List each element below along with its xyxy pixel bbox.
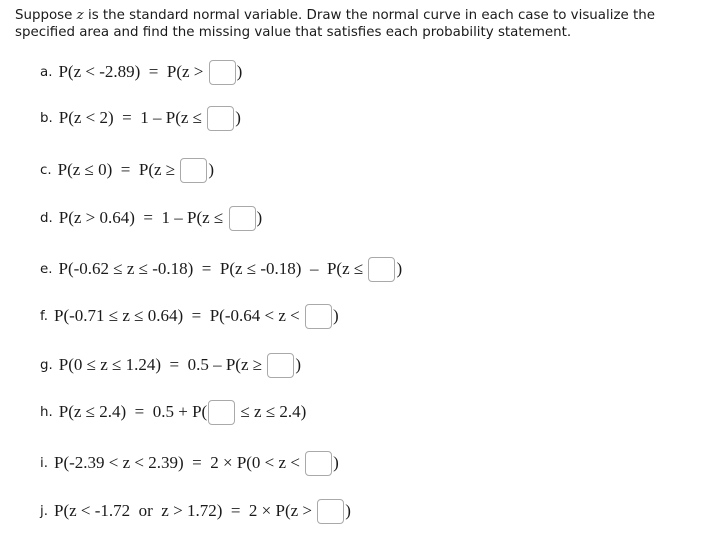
question-d-closing: ): [256, 208, 263, 227]
question-a-label: a.: [40, 64, 53, 80]
question-a: [40, 58, 242, 86]
question-b: [40, 104, 241, 132]
question-h-closing: ≤ z ≤ 2.4): [236, 402, 307, 421]
intro-text-start: Suppose: [15, 8, 77, 23]
question-b-expression: P(z < 2) = 1 – P(z ≤: [58, 108, 207, 127]
question-f-label: f.: [40, 308, 48, 324]
question-a-closing: ): [236, 62, 243, 81]
question-d-expression: P(z > 0.64) = 1 – P(z ≤: [58, 208, 228, 227]
question-g-label: g.: [40, 357, 53, 373]
question-h-expression: P(z ≤ 2.4) = 0.5 + P(: [58, 402, 208, 421]
question-j-closing: ): [345, 501, 351, 520]
answer-input-c[interactable]: [180, 158, 207, 183]
question-b-label: b.: [40, 110, 53, 126]
answer-input-d[interactable]: [229, 206, 256, 231]
question-f-closing: ): [332, 306, 339, 325]
question-h: [40, 398, 306, 426]
question-i-expression: P(-2.39 < z < 2.39) = 2 × P(0 < z <: [53, 453, 305, 472]
question-b-closing: ): [235, 108, 241, 127]
question-i-label: i.: [40, 455, 48, 471]
question-e-label: e.: [40, 261, 53, 277]
question-j-label: j.: [40, 503, 48, 519]
question-e-closing: ): [396, 259, 403, 278]
answer-input-e[interactable]: [368, 257, 395, 282]
answer-input-i[interactable]: [305, 451, 332, 476]
problem-statement: [15, 7, 703, 41]
question-i-closing: ): [333, 453, 339, 472]
intro-text-end: is the standard normal variable. Draw the normal curve in each case to visualize the specified area and find the missing value that satisfies each probability statement.: [15, 8, 655, 40]
answer-input-h[interactable]: [208, 400, 235, 425]
question-c-expression: P(z ≤ 0) = P(z ≥: [57, 160, 180, 179]
answer-input-g[interactable]: [267, 353, 294, 378]
answer-input-a[interactable]: [209, 60, 236, 85]
answer-input-f[interactable]: [305, 304, 332, 329]
question-h-label: h.: [40, 404, 53, 420]
question-i: [40, 449, 339, 477]
question-e-expression: P(-0.62 ≤ z ≤ -0.18) = P(z ≤ -0.18) – P(z ≤: [58, 259, 368, 278]
question-g: [40, 351, 301, 379]
answer-input-j[interactable]: [317, 499, 344, 524]
question-c-label: c.: [40, 162, 52, 178]
question-a-expression: P(z < -2.89) = P(z >: [58, 62, 208, 81]
question-j-expression: P(z < -1.72 or z > 1.72) = 2 × P(z >: [53, 501, 317, 520]
question-g-closing: ): [295, 355, 301, 374]
question-d-label: d.: [40, 210, 53, 226]
question-f: [40, 302, 339, 330]
intro-variable: z: [76, 8, 84, 23]
question-e: [40, 255, 402, 283]
question-c-closing: ): [208, 160, 215, 179]
question-d: [40, 204, 262, 232]
question-f-expression: P(-0.71 ≤ z ≤ 0.64) = P(-0.64 < z <: [54, 306, 304, 325]
question-c: [40, 156, 214, 184]
question-j: [40, 497, 351, 525]
answer-input-b[interactable]: [207, 106, 234, 131]
question-g-expression: P(0 ≤ z ≤ 1.24) = 0.5 – P(z ≥: [58, 355, 267, 374]
